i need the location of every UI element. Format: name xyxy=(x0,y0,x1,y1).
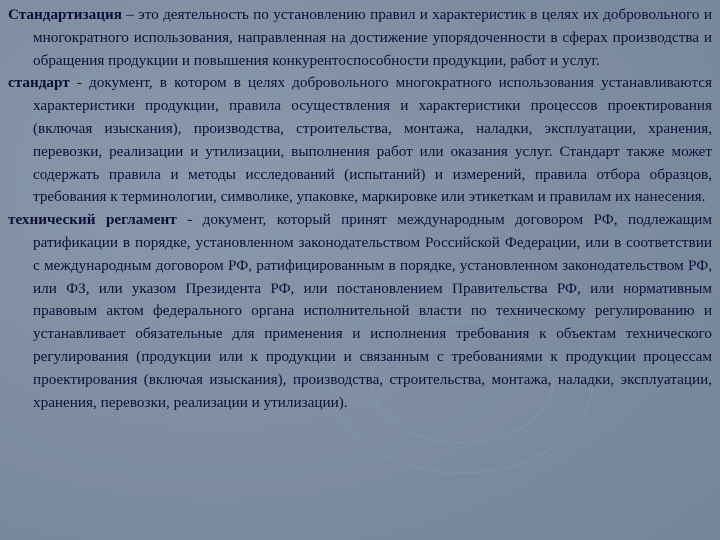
definition-standardization xyxy=(8,4,712,72)
definition-term: технический регламент xyxy=(8,211,177,229)
definition-term: Стандартизация xyxy=(8,6,122,23)
definition-standard xyxy=(8,72,712,209)
definition-term: стандарт xyxy=(8,74,70,92)
slide-content xyxy=(8,4,712,414)
definition-text: – это деятельность по установлению правил и характеристик в целях их добровольного и многократного использования, направленная на достижение упорядоченности в сферах производства и обращения продукции и повышения конкурентоспособности продукции, работ и услуг. xyxy=(33,6,712,69)
definition-text: - документ, в котором в целях добровольного многократного использования устанавливаются характеристики продукции, правила осуществления и характеристики процессов проектирования (включая изыскания), производства, строительства, монтажа, наладки, эксплуатации, хранения, перевозки, реализации и утилизации, выполнения работ или оказания услуг. Стандарт также может содержать правила и методы исследований (испытаний) и измерений, правила отбора образцов, требования к терминологии, символике, упаковке, маркировке или этикеткам и правилам их нанесения. xyxy=(33,74,712,206)
definition-technical-regulation xyxy=(8,209,712,414)
definition-text: - документ, который принят международным договором РФ, подлежащим ратификации в порядке, установленном законодательством Российской Федерации, или в соответствии с международным договором РФ, ратифицированным в порядке, установленном законодательством РФ, или ФЗ, или указом Президента РФ, или постановлением Правительства РФ, или нормативным правовым актом федерального органа исполнительной власти по техническому регулированию и устанавливает обязательные для применения и исполнения требования к объектам технического регулирования (продукции или к продукции и связанным с требованиями к продукции процессам проектирования (включая изыскания), производства, строительства, монтажа, наладки, эксплуатации, хранения, перевозки, реализации и утилизации). xyxy=(33,211,712,411)
